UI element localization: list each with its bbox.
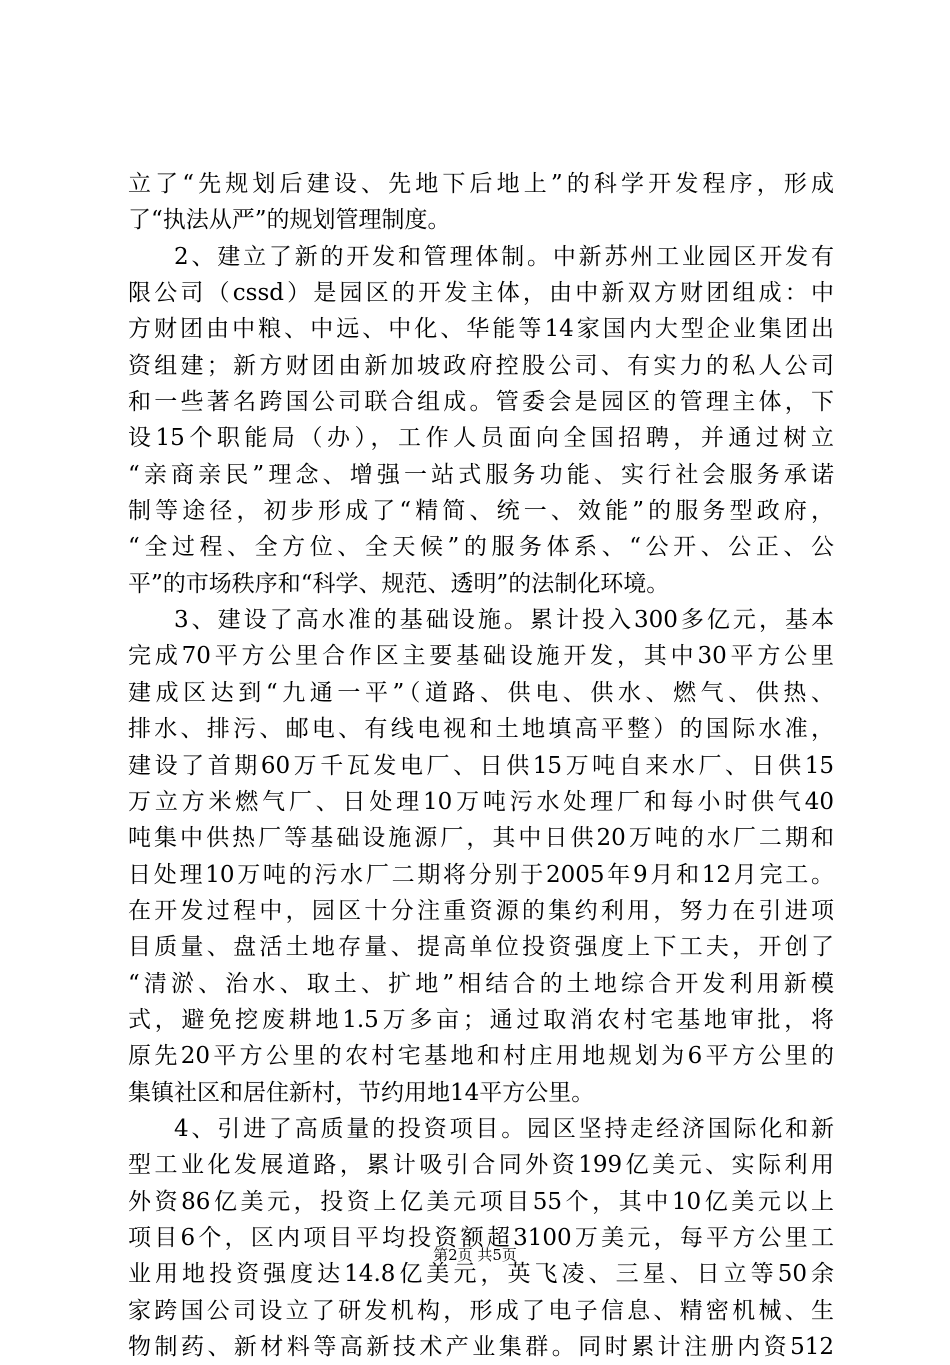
text-line: 业用地投资强度达14.8亿美元，英飞凌、三星、日立等50余 bbox=[128, 1261, 834, 1288]
page-footer: 第2页 共5页 bbox=[433, 1246, 517, 1264]
text-line: 目质量、盘活土地存量、提高单位投资强度上下工夫，开创了 bbox=[128, 934, 834, 961]
text-line: 在开发过程中，园区十分注重资源的集约利用，努力在引进项 bbox=[128, 897, 834, 924]
text-line: 排水、排污、邮电、有线电视和土地填高平整）的国际水准， bbox=[128, 716, 834, 743]
text-line: 资组建；新方财团由新加坡政府控股公司、有实力的私人公司 bbox=[128, 352, 834, 379]
paragraph-first-line: 2、建立了新的开发和管理体制。中新苏州工业园区开发有 bbox=[174, 243, 834, 270]
text-line: 方财团由中粮、中远、中化、华能等14家国内大型企业集团出 bbox=[128, 316, 834, 343]
text-line: 日处理10万吨的污水厂二期将分别于2005年9月和12月完工。 bbox=[128, 861, 834, 888]
text-line: 集镇社区和居住新村，节约用地14平方公里。 bbox=[128, 1079, 595, 1106]
paragraph-first-line: 4、引进了高质量的投资项目。园区坚持走经济国际化和新 bbox=[174, 1115, 834, 1142]
text-line: 原先20平方公里的农村宅基地和村庄用地规划为6平方公里的 bbox=[128, 1043, 834, 1070]
text-line: 式，避免挖废耕地1.5万多亩；通过取消农村宅基地审批，将 bbox=[128, 1006, 834, 1033]
text-line: 了“执法从严”的规划管理制度。 bbox=[128, 207, 451, 234]
text-line: 制等途径，初步形成了“精简、统一、效能”的服务型政府， bbox=[128, 498, 834, 525]
text-line: 项目6个，区内项目平均投资额超3100万美元，每平方公里工 bbox=[128, 1224, 834, 1251]
text-line: “清淤、治水、取土、扩地”相结合的土地综合开发利用新模 bbox=[128, 970, 834, 997]
text-line: 型工业化发展道路，累计吸引合同外资199亿美元、实际利用 bbox=[128, 1152, 834, 1179]
text-line: 外资86亿美元，投资上亿美元项目55个，其中10亿美元以上 bbox=[128, 1188, 834, 1215]
text-line: 建成区达到“九通一平”（道路、供电、供水、燃气、供热、 bbox=[128, 679, 834, 706]
text-line: 立了“先规划后建设、先地下后地上”的科学开发程序，形成 bbox=[128, 171, 834, 197]
text-line: 家跨国公司设立了研发机构，形成了电子信息、精密机械、生 bbox=[128, 1297, 834, 1324]
text-line: 吨集中供热厂等基础设施源厂，其中日供20万吨的水厂二期和 bbox=[128, 825, 834, 852]
text-line: “全过程、全方位、全天候”的服务体系、“公开、公正、公 bbox=[128, 534, 834, 561]
text-line: 完成70平方公里合作区主要基础设施开发，其中30平方公里 bbox=[128, 643, 834, 670]
text-line: 物制药、新材料等高新技术产业集群。同时累计注册内资512 bbox=[128, 1334, 834, 1360]
text-line: 和一些著名跨国公司联合组成。管委会是园区的管理主体，下 bbox=[128, 389, 834, 416]
paragraph-first-line: 3、建设了高水准的基础设施。累计投入300多亿元，基本 bbox=[174, 607, 834, 634]
text-line: “亲商亲民”理念、增强一站式服务功能、实行社会服务承诺 bbox=[128, 461, 834, 488]
body-text bbox=[128, 166, 834, 1365]
text-line: 限公司（cssd）是园区的开发主体，由中新双方财团组成：中 bbox=[128, 280, 834, 307]
text-line: 建设了首期60万千瓦发电厂、日供15万吨自来水厂、日供15 bbox=[128, 752, 834, 779]
text-line: 设15个职能局（办），工作人员面向全国招聘，并通过树立 bbox=[128, 425, 834, 452]
text-line: 平”的市场秩序和“科学、规范、透明”的法制化环境。 bbox=[128, 570, 670, 597]
text-line: 万立方米燃气厂、日处理10万吨污水处理厂和每小时供气40 bbox=[128, 788, 834, 815]
